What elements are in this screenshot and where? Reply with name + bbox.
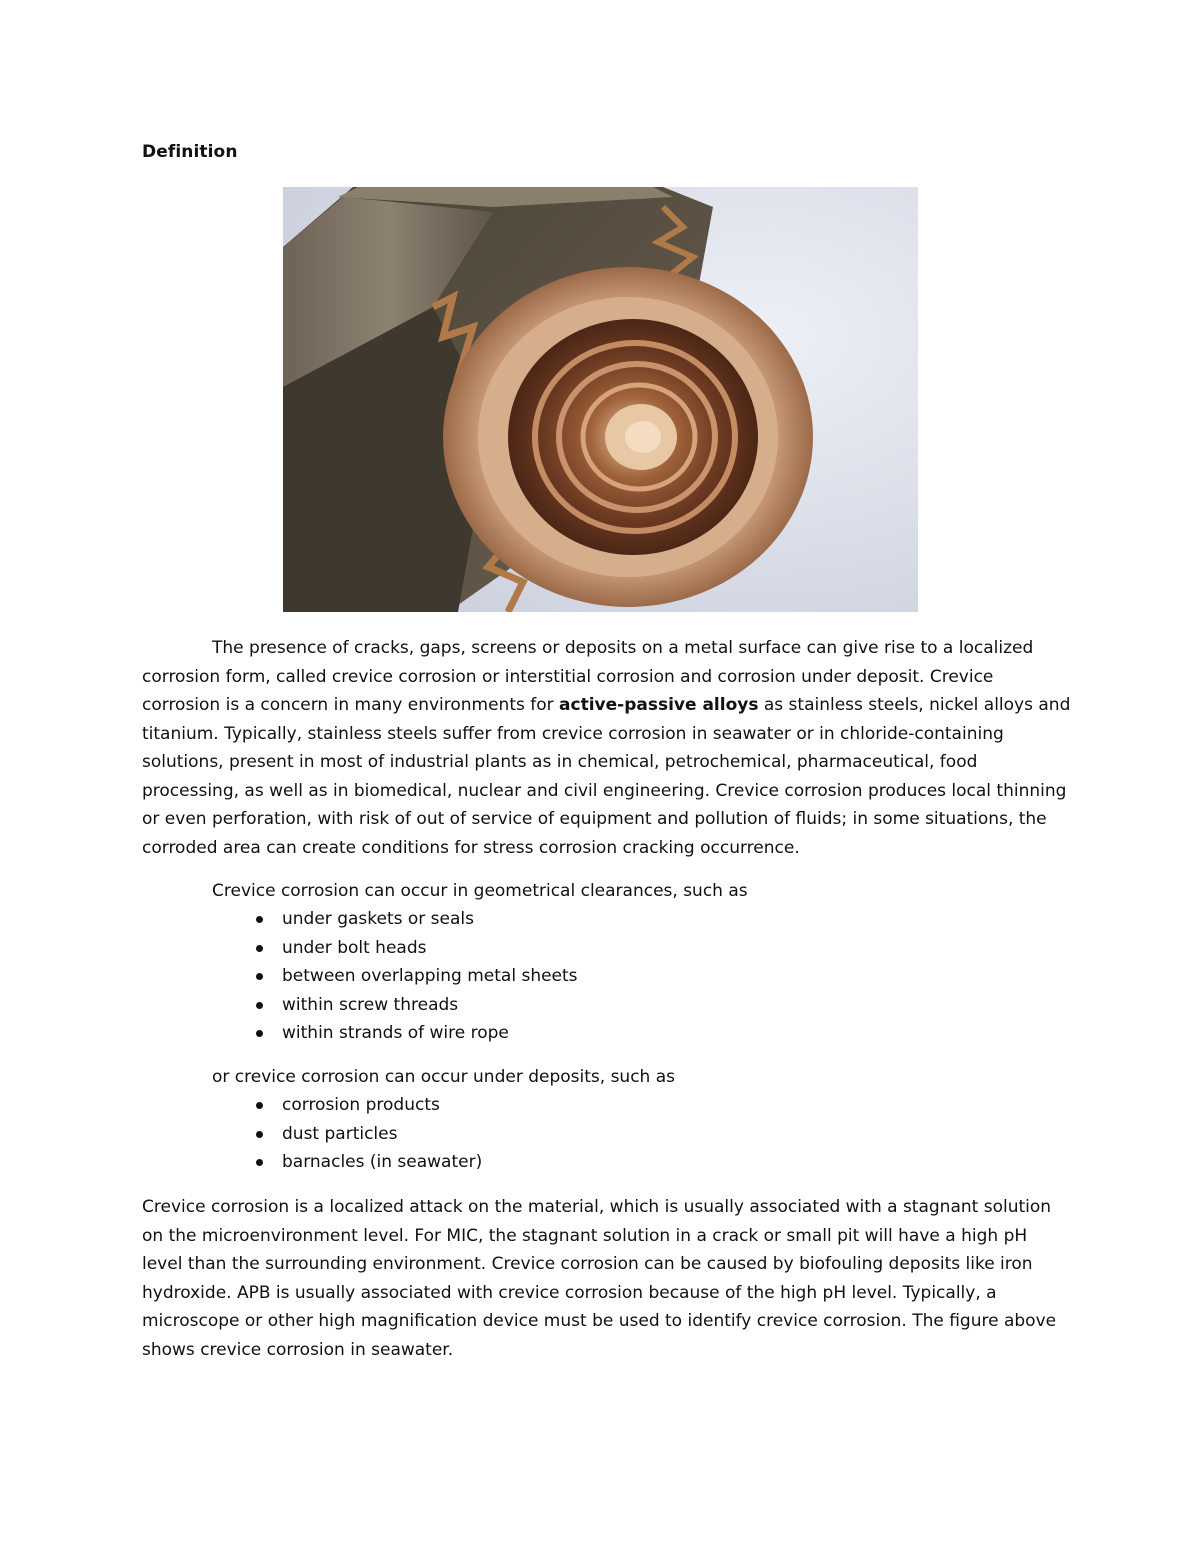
intro-paragraph <box>142 634 1072 862</box>
bullet-icon <box>256 1002 263 1009</box>
list-item <box>212 1019 578 1048</box>
clearances-lead: Crevice corrosion can occur in geometrical clearances, such as <box>212 881 748 901</box>
bullet-icon <box>256 1102 263 1109</box>
list-item <box>212 991 578 1020</box>
list-item <box>212 1148 482 1177</box>
list-item-text: under bolt heads <box>282 937 427 958</box>
list-item <box>212 905 578 934</box>
bullet-icon <box>256 945 263 952</box>
list-item-text: within screw threads <box>282 994 459 1015</box>
bullet-icon <box>256 1030 263 1037</box>
intro-text-end: as stainless steels, nickel alloys and titanium. Typically, stainless steels suffer from crevice corrosion in seawater or in chloride-containing solutions, present in most of industrial plants as in chemical, petrochemical, pharmaceutical, food processing, as well as in biomedical, nuclear and civil engineering. Crevice corrosion produces local thinning or even perforation, with risk of out of service of equipment and pollution of fluids; in some situations, the corroded area can create conditions for stress corrosion cracking occurrence. <box>142 695 1071 858</box>
corroded-nut-photo <box>283 187 918 612</box>
section-heading: Definition <box>142 142 238 162</box>
bullet-icon <box>256 916 263 923</box>
list-item-text: dust particles <box>282 1123 398 1144</box>
bullet-icon <box>256 1131 263 1138</box>
intro-text-start: The presence of cracks, gaps, screens or deposits on a metal surface can give rise to a localized corrosion form, called crevice corrosion or interstitial corrosion and corrosion under deposit. Crevice corrosion is a concern in many environments for <box>142 638 1034 715</box>
list-item-text: under gaskets or seals <box>282 909 474 929</box>
list-item-text: barnacles (in seawater) <box>282 1152 483 1172</box>
list-item-text: within strands of wire rope <box>282 1023 509 1043</box>
list-item-text: between overlapping metal sheets <box>282 966 578 986</box>
intro-bold-term: active-passive alloys <box>559 695 759 715</box>
list-item <box>212 962 578 991</box>
clearances-list <box>212 905 578 1048</box>
bullet-icon <box>256 1159 263 1166</box>
list-item <box>212 934 578 963</box>
deposits-list <box>212 1091 482 1177</box>
closing-paragraph: Crevice corrosion is a localized attack on the material, which is usually associated with a stagnant solution on the microenvironment level. For MIC, the stagnant solution in a crack or small pit will have a high pH level than the surrounding environment. Crevice corrosion can be caused by biofouling deposits like iron hydroxide. APB is usually associated with crevice corrosion because of the high pH level. Typically, a microscope or other high magnification device must be used to identify crevice corrosion. The figure above shows crevice corrosion in seawater. <box>142 1197 1057 1360</box>
list-item <box>212 1091 482 1120</box>
deposits-lead: or crevice corrosion can occur under deposits, such as <box>212 1067 676 1087</box>
bullet-icon <box>256 973 263 980</box>
list-item-text: corrosion products <box>282 1095 440 1115</box>
list-item <box>212 1120 482 1149</box>
